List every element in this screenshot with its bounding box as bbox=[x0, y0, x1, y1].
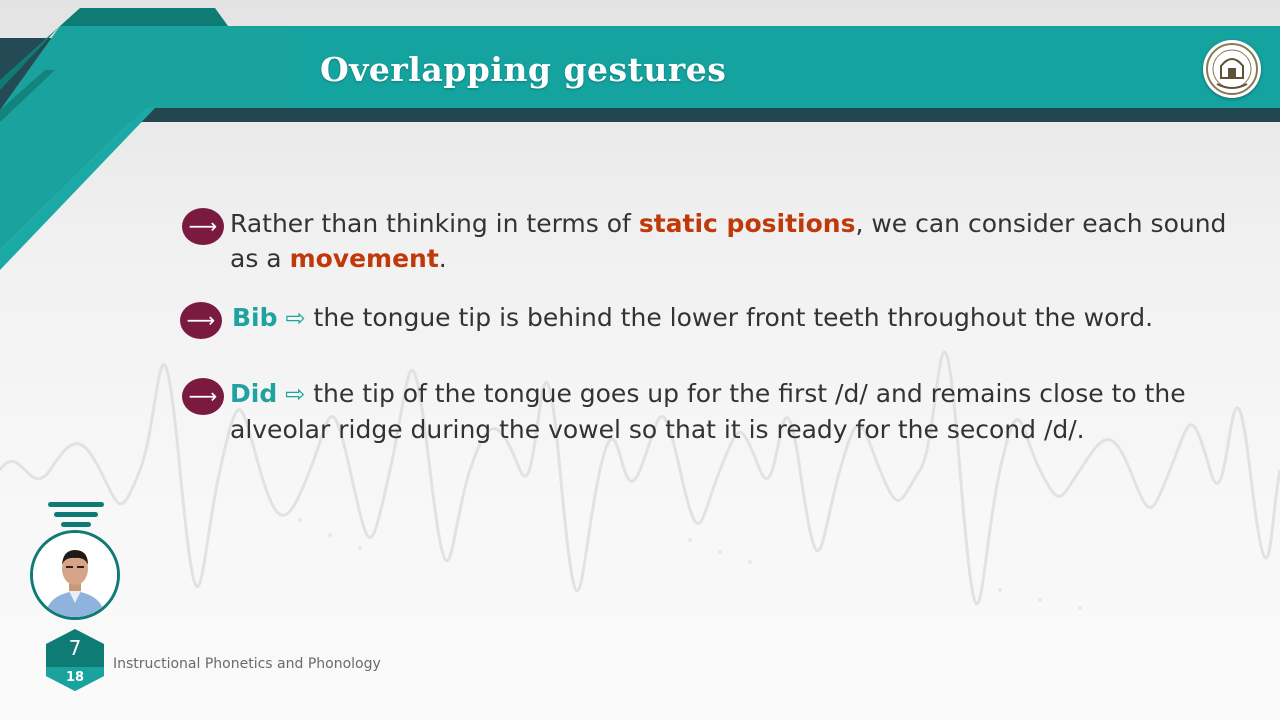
bullet-text-part: the tip of the tongue goes up for the first /d/ and remains close to the alveolar ridge during the vowel so that it is ready for the second /d/. bbox=[230, 379, 1186, 444]
bullet-text bbox=[230, 206, 1250, 276]
university-logo bbox=[1203, 40, 1261, 98]
bullet-text-part: Rather than thinking in terms of bbox=[230, 209, 639, 238]
presenter-photo bbox=[33, 533, 117, 617]
bullet-text-part: . bbox=[438, 244, 447, 273]
emphasis-static-positions: static positions bbox=[638, 209, 856, 238]
presenter-avatar bbox=[30, 530, 120, 620]
bullet-text-part: the tongue tip is behind the lower front teeth throughout the word. bbox=[305, 303, 1154, 332]
university-seal-icon bbox=[1203, 40, 1261, 98]
arrow-right-icon: ⟶ bbox=[182, 378, 224, 415]
page-number: 7 bbox=[68, 636, 82, 660]
slide-title: Overlapping gestures bbox=[320, 50, 727, 89]
separator-arrow-icon: ⇨ bbox=[285, 380, 306, 408]
broadcast-icon bbox=[46, 500, 106, 532]
bullet-item-did bbox=[182, 376, 1262, 447]
arrow-right-icon: ⟶ bbox=[180, 302, 222, 339]
arrow-right-icon: ⟶ bbox=[182, 208, 224, 245]
course-title: Instructional Phonetics and Phonology bbox=[113, 656, 381, 672]
bullet-text bbox=[230, 376, 1250, 447]
example-word-did: Did bbox=[230, 379, 278, 408]
bullet-text bbox=[232, 300, 1252, 336]
example-word-bib: Bib bbox=[232, 303, 278, 332]
emphasis-movement: movement bbox=[289, 244, 439, 273]
total-pages: 18 bbox=[65, 670, 85, 685]
separator-arrow-icon: ⇨ bbox=[285, 304, 306, 332]
bullet-text-part: , we can consider each sound as a bbox=[230, 209, 1227, 273]
bullet-item-bib bbox=[180, 300, 1260, 336]
bullet-item-movement bbox=[182, 206, 1262, 276]
